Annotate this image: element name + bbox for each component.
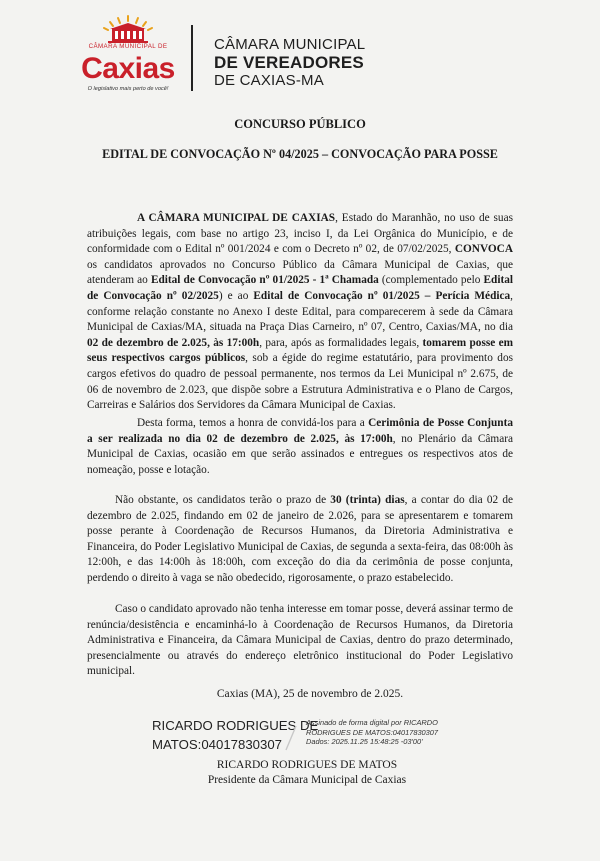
- p1-date: 02 de dezembro de 2.025, às 17:00h: [87, 336, 260, 349]
- building-emblem-icon: [92, 14, 164, 44]
- p2-text-a: Desta forma, temos a honra de convidá-los para a: [137, 417, 369, 429]
- camara-caxias-logo: [70, 14, 186, 94]
- p4-text: Caso o candidato aprovado não tenha interesse em tomar posse, deverá assinar termo de renúncia/desistência e encaminhá-lo à Coordenação de Recursos Humanos, da Diretoria Administrativa e Financeira, da Câmara Municipal de Caxias, dentro do prazo determinado, presencialmente ou através do endereço eletrônico institucional do Poder Legislativo municipal.: [87, 603, 513, 678]
- date-line: Caxias (MA), 25 de novembro de 2.025.: [216, 688, 404, 700]
- signature-meta-line-1: Assinado de forma digital por RICARDO: [306, 718, 438, 727]
- logo-over-text: CÂMARA MUNICIPAL DE: [88, 43, 168, 50]
- signer-name: RICARDO RODRIGUES DE MATOS: [216, 759, 398, 771]
- p2-text-c: , no Plenário da Câmara Municipal de Caxias, ocasião em que serão assinados e entregues os respectivos atos de nomeação, posse e lotação.: [87, 432, 514, 476]
- p1-org: A CÂMARA MUNICIPAL DE CAXIAS: [137, 212, 336, 224]
- signature-meta-line-3: Dados: 2025.11.25 15:48:25 -03'00': [306, 737, 423, 747]
- paragraph-ceremony: [87, 416, 513, 478]
- signature-name-line-1: RICARDO RODRIGUES DE: [152, 718, 319, 733]
- organization-name: [214, 36, 365, 90]
- logo-slogan: O legislativo mais perto de você!: [87, 86, 169, 92]
- p3-text-c: , a contar do dia 02 de dezembro de 2.025, findando em 02 de janeiro de 2.026, para se apresentarem e tomarem posse perante à Coordenação de Recursos Humanos, da Diretoria Administrativa e Financeira, do Poder Legislativo Municipal de Caxias, de segunda a sexta-feira, das 08:00h às 12:00h, e das 14:00h às 18:00h, com exceção do dia da cerimônia de posse conjunta, perdendo o direito à vaga se não obedecido, rigorosamente, o prazo estabelecido.: [87, 494, 514, 584]
- p1-text-h: ) e ao: [218, 289, 254, 302]
- p1-text-l: , para, após as formalidades legais,: [259, 336, 423, 349]
- p1-text-j: , conforme relação constante no Anexo I deste Edital, para comparecerem à sede da Câmara Municipal de Caxias/MA, situada na Praça Dias Carneiro, nº 07, Centro, Caxias/MA, no dia: [87, 289, 513, 334]
- p1-edital-1: Edital de Convocação nº 01/2025 - 1ª Chamada: [150, 274, 379, 287]
- p1-convoca: CONVOCA: [454, 243, 513, 256]
- org-line-3: DE CAXIAS-MA: [214, 72, 324, 89]
- letterhead: [0, 0, 600, 105]
- paragraph-renunciation: [87, 602, 513, 680]
- header-divider: [191, 25, 193, 91]
- logo-wordmark: Caxias: [81, 52, 175, 85]
- signature-meta-line-2: RODRIGUES DE MATOS:04017830307: [306, 727, 438, 737]
- signature-stroke-icon: [282, 722, 306, 752]
- org-line-2: DE VEREADORES: [214, 53, 364, 72]
- signature-name-line-2: MATOS:04017830307: [152, 737, 283, 752]
- document-heading: CONCURSO PÚBLICO: [234, 117, 366, 131]
- p1-text-f: (complementado pelo: [378, 274, 484, 287]
- signer-role: Presidente da Câmara Municipal de Caxias: [207, 774, 407, 786]
- p1-posse: tomarem posse em seus respectivos cargos públicos: [87, 336, 514, 365]
- paragraph-deadline: [87, 493, 513, 587]
- p1-edital-2: Edital de Convocação nº 02/2025: [87, 274, 514, 302]
- p2-ceremony: Cerimônia de Posse Conjunta a ser realizada no dia 02 de dezembro de 2.025, às 17:00h: [87, 417, 513, 445]
- paragraph-convocation: [87, 211, 513, 414]
- p1-text-n: , sob a égide do regime estatutário, para provimento dos cargos efetivos do quadro de pessoal permanente, nos termos da Lei Municipal nº 2.675, de 06 de novembro de 2.023, que dispõe sobre a Estrutura Administrativa e o Plano de Cargos, Carreiras e Salários dos Servidores da Câmara Municipal de Caxias.: [87, 352, 513, 412]
- document-title: EDITAL DE CONVOCAÇÃO Nº 04/2025 – CONVOCAÇÃO PARA POSSE: [102, 147, 498, 161]
- p1-edital-pericia: Edital de Convocação nº 01/2025 – Perícia Médica: [253, 289, 511, 302]
- digital-signature-details: [306, 718, 438, 747]
- p3-text-a: Não obstante, os candidatos terão o prazo de: [115, 494, 331, 506]
- p3-deadline: 30 (trinta) dias: [330, 494, 405, 506]
- p1-text-d: os candidatos aprovados no Concurso Público da Câmara Municipal de Caxias, que atenderam ao: [87, 258, 513, 287]
- org-line-1: CÂMARA MUNICIPAL: [214, 36, 366, 53]
- p1-text-b: , Estado do Maranhão, no uso de suas atribuições legais, com base no artigo 23, inciso I, da Lei Orgânica do Município, e de conformidade com o Edital nº 001/2024 e com o Decreto nº 02, de 07/02/2025,: [87, 212, 513, 256]
